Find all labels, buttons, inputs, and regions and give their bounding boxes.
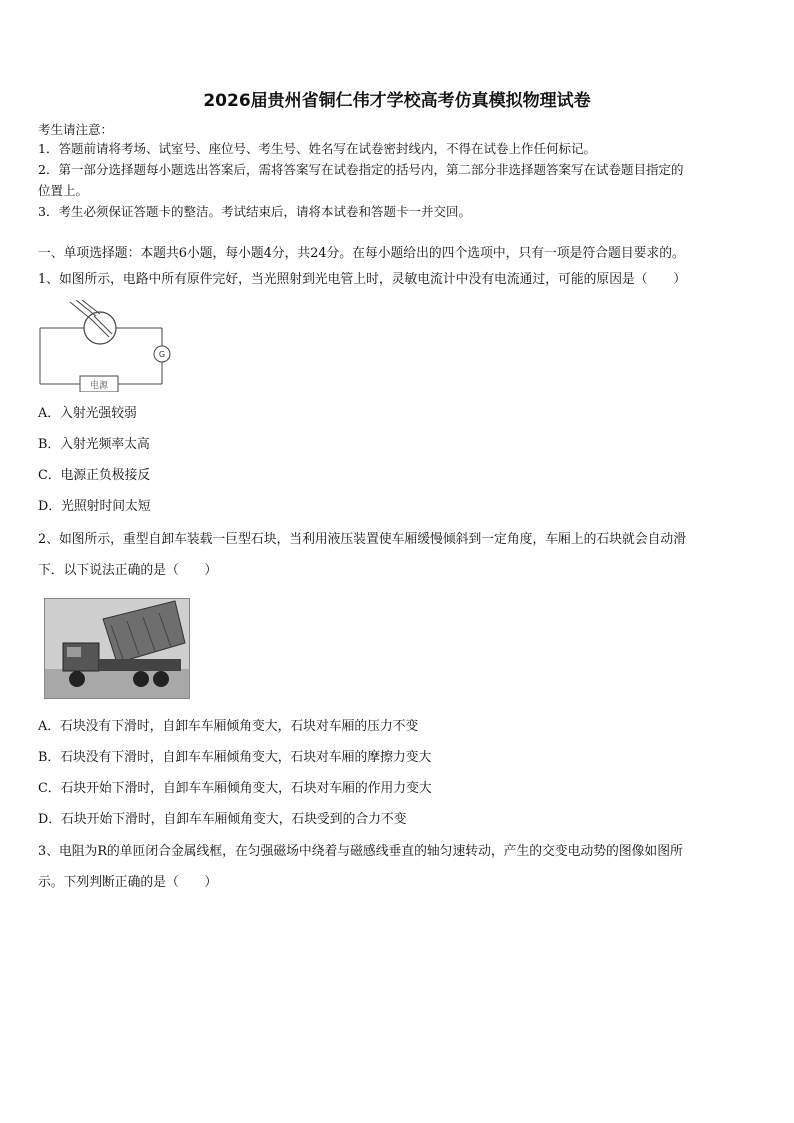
question-2-stem-line1: 2、如图所示，重型自卸车装载一巨型石块，当利用液压装置使车厢缓慢倾斜到一定角度，车厢上的石块就会自动滑 [38,532,686,547]
dump-truck-photo [44,598,190,699]
q2-option-b: B．石块没有下滑时，自卸车车厢倾角变大，石块对车厢的摩擦力变大 [38,750,432,765]
q1-option-c: C．电源正负极接反 [38,468,151,483]
notice-item-2: 2．第一部分选择题每小题选出答案后，需将答案写在试卷指定的括号内，第二部分非选择题答案写在试卷题目指定的 [38,162,684,177]
galvanometer-label: G [158,350,166,359]
question-1-stem: 1、如图所示，电路中所有原件完好，当光照射到光电管上时，灵敏电流计中没有电流通过，可能的原因是（ ） [38,272,686,287]
question-2-stem-line2: 下．以下说法正确的是（ ） [38,563,218,578]
q1-option-a: A．入射光强较弱 [38,406,137,421]
q1-option-b: B．入射光频率太高 [38,437,150,452]
q2-option-c: C．石块开始下滑时，自卸车车厢倾角变大，石块对车厢的作用力变大 [38,781,432,796]
dump-truck-illustration [45,599,189,698]
q2-option-d: D．石块开始下滑时，自卸车车厢倾角变大，石块受到的合力不变 [38,812,407,827]
notice-item-3: 3．考生必须保证答题卡的整洁。考试结束后，请将本试卷和答题卡一并交回。 [38,204,471,219]
notice-heading: 考生请注意： [38,122,114,137]
q2-option-a: A．石块没有下滑时，自卸车车厢倾角变大，石块对车厢的压力不变 [38,719,419,734]
page-title: 2026届贵州省铜仁伟才学校高考仿真模拟物理试卷 [203,91,591,111]
notice-item-2-cont: 位置上。 [38,183,89,198]
question-3-stem-line2: 示。下列判断正确的是（ ） [38,875,218,890]
photoelectric-circuit-figure [36,300,176,392]
power-label: 电源 [89,381,109,391]
section-heading: 一、单项选择题：本题共6小题，每小题4分，共24分。在每小题给出的四个选项中，只有一项是符合题目要求的。 [38,246,685,261]
question-3-stem-line1: 3、电阻为R的单匝闭合金属线框，在匀强磁场中绕着与磁感线垂直的轴匀速转动，产生的交变电动势的图像如图所 [38,844,683,859]
notice-item-1: 1．答题前请将考场、试室号、座位号、考生号、姓名写在试卷密封线内，不得在试卷上作任何标记。 [38,141,596,156]
q1-option-d: D．光照射时间太短 [38,499,151,514]
